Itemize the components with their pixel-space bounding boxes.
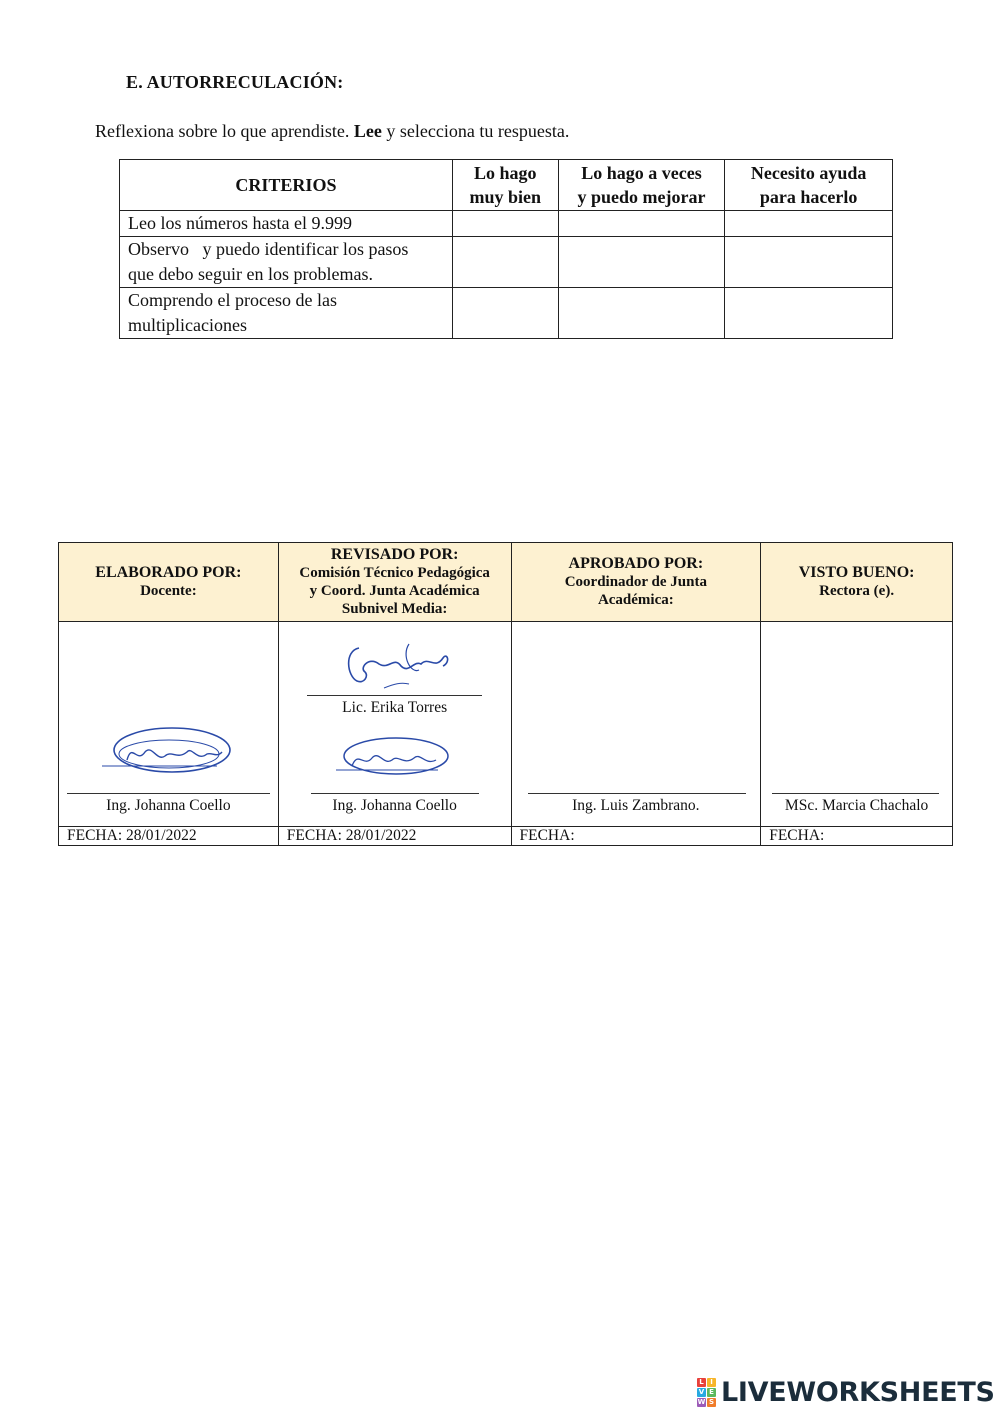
signature-header-row bbox=[59, 543, 953, 622]
section-title: E. AUTORRECULACIÓN: bbox=[126, 72, 344, 92]
header-muy-bien bbox=[452, 160, 558, 211]
answer-cell-necesito-ayuda[interactable] bbox=[725, 237, 893, 288]
header-criterios bbox=[120, 160, 453, 211]
signature-cell-visto-bueno bbox=[761, 622, 953, 827]
signature-table bbox=[58, 542, 953, 846]
answer-cell-necesito-ayuda[interactable] bbox=[725, 211, 893, 237]
signer-name: Ing. Johanna Coello bbox=[332, 797, 457, 814]
signature-line bbox=[528, 793, 746, 794]
logo-grid-icon bbox=[697, 1378, 716, 1407]
criterion-cell bbox=[120, 237, 453, 288]
criteria-header-row bbox=[120, 160, 893, 211]
signature-image bbox=[334, 734, 454, 784]
date-aprobado: FECHA: bbox=[511, 827, 761, 846]
header-necesito-l1: Necesito ayuda bbox=[750, 163, 867, 183]
logo-tile: I bbox=[707, 1378, 716, 1387]
header-muy-bien-l2: muy bien bbox=[469, 187, 542, 207]
visto-bueno-title: VISTO BUENO: bbox=[798, 564, 915, 581]
header-a-veces bbox=[558, 160, 725, 211]
aprobado-title: APROBADO POR: bbox=[568, 555, 704, 572]
date-elaborado: FECHA: 28/01/2022 bbox=[59, 827, 279, 846]
criterion-text-l1: Observo y puedo identificar los pasos bbox=[128, 239, 409, 259]
criterion-text-l2: multiplicaciones bbox=[128, 315, 247, 335]
header-aprobado bbox=[511, 543, 761, 622]
signature-image bbox=[97, 722, 237, 782]
logo-tile: E bbox=[707, 1388, 716, 1397]
aprobado-subtitle-l1: Coordinador de Junta bbox=[564, 574, 707, 590]
date-visto-bueno: FECHA: bbox=[761, 827, 953, 846]
table-row bbox=[120, 288, 893, 339]
elaborado-title: ELABORADO POR: bbox=[95, 564, 242, 581]
answer-cell-a-veces[interactable] bbox=[558, 211, 725, 237]
signature-cell-revisado bbox=[278, 622, 511, 827]
answer-cell-muy-bien[interactable] bbox=[452, 237, 558, 288]
liveworksheets-logo[interactable] bbox=[697, 1377, 995, 1408]
revisado-subtitle-l1: Comisión Técnico Pedagógica bbox=[299, 565, 490, 581]
signature-cell-elaborado bbox=[59, 622, 279, 827]
logo-tile: L bbox=[697, 1378, 706, 1387]
instruction-after: y selecciona tu respuesta. bbox=[381, 121, 570, 141]
header-criterios-text: CRITERIOS bbox=[235, 175, 337, 195]
header-a-veces-l2: y puedo mejorar bbox=[577, 187, 706, 207]
instruction-bold: Lee bbox=[353, 121, 382, 141]
aprobado-subtitle-l2: Académica: bbox=[597, 592, 674, 608]
date-revisado: FECHA: 28/01/2022 bbox=[278, 827, 511, 846]
header-revisado bbox=[278, 543, 511, 622]
revisado-subtitle-l2: y Coord. Junta Académica bbox=[309, 583, 480, 599]
signature-line bbox=[772, 793, 939, 794]
criteria-table bbox=[119, 159, 893, 339]
signature-date-row bbox=[59, 827, 953, 846]
signer-name-top: Lic. Erika Torres bbox=[342, 699, 448, 716]
revisado-subtitle-l3: Subnivel Media: bbox=[341, 601, 448, 617]
logo-tile: S bbox=[708, 1398, 715, 1406]
signature-image-top bbox=[339, 636, 459, 696]
header-visto-bueno bbox=[761, 543, 953, 622]
signature-cell-aprobado bbox=[511, 622, 761, 827]
header-necesito-ayuda bbox=[725, 160, 893, 211]
instruction-before: Reflexiona sobre lo que aprendiste. bbox=[95, 121, 354, 141]
logo-tile: V bbox=[698, 1388, 705, 1396]
criterion-text-l1: Comprendo el proceso de las bbox=[128, 290, 337, 310]
signature-line-top bbox=[307, 695, 482, 696]
answer-cell-necesito-ayuda[interactable] bbox=[725, 288, 893, 339]
answer-cell-muy-bien[interactable] bbox=[452, 211, 558, 237]
instruction-text bbox=[95, 121, 569, 142]
signer-name: Ing. Luis Zambrano. bbox=[572, 797, 700, 814]
criterion-cell bbox=[120, 211, 453, 237]
signature-line bbox=[67, 793, 270, 794]
signer-name: MSc. Marcia Chachalo bbox=[784, 797, 929, 814]
header-muy-bien-l1: Lo hago bbox=[474, 163, 537, 183]
signature-line bbox=[311, 793, 479, 794]
table-row bbox=[120, 211, 893, 237]
answer-cell-a-veces[interactable] bbox=[558, 237, 725, 288]
criterion-text-l2: que debo seguir en los problemas. bbox=[128, 264, 373, 284]
logo-text: LIVEWORKSHEETS bbox=[721, 1377, 995, 1408]
criterion-text: Leo los números hasta el 9.999 bbox=[128, 213, 352, 233]
visto-bueno-subtitle: Rectora (e). bbox=[819, 583, 895, 599]
header-elaborado bbox=[59, 543, 279, 622]
header-a-veces-l1: Lo hago a veces bbox=[581, 163, 702, 183]
elaborado-subtitle: Docente: bbox=[140, 583, 197, 599]
criterion-cell bbox=[120, 288, 453, 339]
signature-body-row bbox=[59, 622, 953, 827]
signer-name: Ing. Johanna Coello bbox=[106, 797, 231, 814]
logo-tile: W bbox=[697, 1398, 706, 1406]
header-necesito-l2: para hacerlo bbox=[759, 187, 858, 207]
answer-cell-a-veces[interactable] bbox=[558, 288, 725, 339]
table-row bbox=[120, 237, 893, 288]
revisado-title: REVISADO POR: bbox=[330, 546, 459, 563]
answer-cell-muy-bien[interactable] bbox=[452, 288, 558, 339]
